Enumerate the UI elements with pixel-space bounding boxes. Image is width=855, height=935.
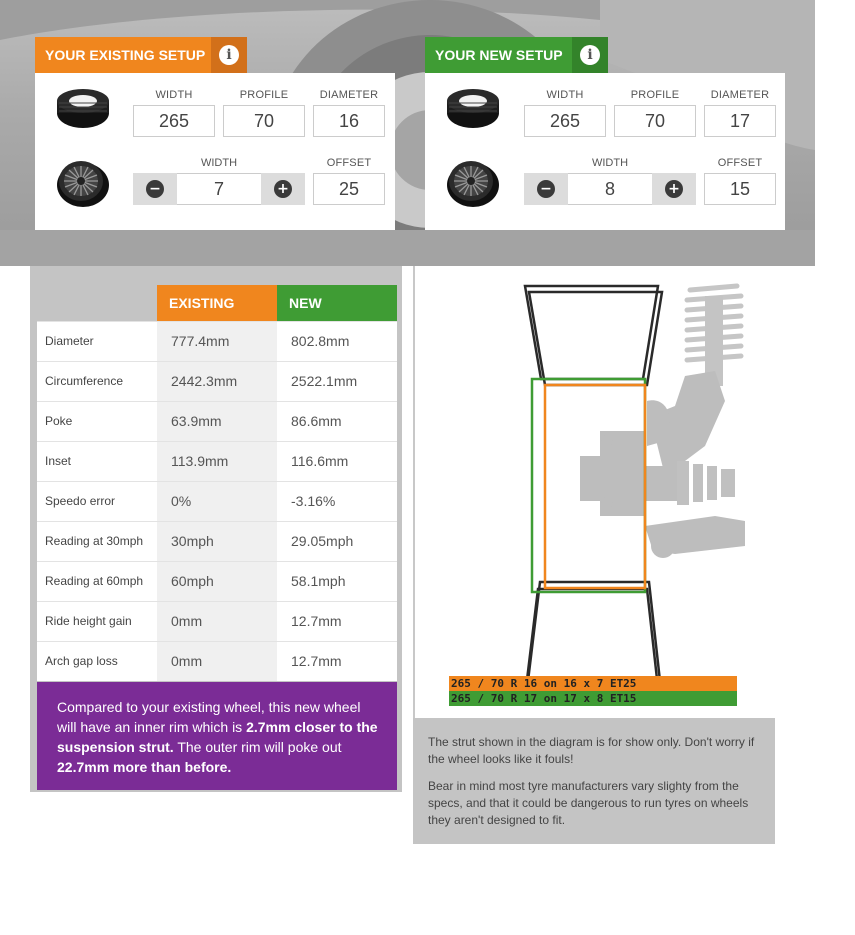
wheel-offset-label: OFFSET <box>326 157 372 169</box>
plus-icon: + <box>665 180 683 198</box>
summary-text: Compared to your existing wheel, this new wheel will have an inner rim which is <box>57 699 361 735</box>
existing-value: 60mph <box>157 561 277 601</box>
existing-tyre-diameter-field <box>313 89 385 137</box>
tyre-icon <box>445 87 501 131</box>
new-setup-header <box>425 37 608 73</box>
new-value: 12.7mm <box>277 641 397 681</box>
row-label: Inset <box>37 441 157 481</box>
new-tyre-width-field <box>524 89 606 137</box>
row-label: Diameter <box>37 321 157 361</box>
new-value: 29.05mph <box>277 521 397 561</box>
row-label: Arch gap loss <box>37 641 157 681</box>
table-row <box>37 361 397 401</box>
tyre-width-label: WIDTH <box>155 89 193 101</box>
note-tyre-specs: Bear in mind most tyre manufacturers vary slighty from the specs, and that it could be dangerous to run tyres on wheels they aren't designed to fit. <box>428 779 749 827</box>
existing-value: 777.4mm <box>157 321 277 361</box>
existing-setup-header <box>35 37 247 73</box>
existing-setup-title: YOUR EXISTING SETUP <box>35 37 211 73</box>
tyre-profile-input[interactable]: 70 <box>614 105 696 137</box>
wheel-width-label: WIDTH <box>591 157 629 169</box>
table-row <box>37 561 397 601</box>
diagram-notes <box>413 718 775 844</box>
minus-icon: − <box>537 180 555 198</box>
row-label: Circumference <box>37 361 157 401</box>
wheel-icon <box>55 155 111 211</box>
legend-new: 265 / 70 R 17 on 17 x 8 ET15 <box>449 691 737 706</box>
tyre-diameter-input[interactable]: 16 <box>313 105 385 137</box>
table-row <box>37 641 397 681</box>
existing-tyre-width-field <box>133 89 215 137</box>
legend-existing: 265 / 70 R 16 on 16 x 7 ET25 <box>449 676 737 691</box>
tyre-profile-input[interactable]: 70 <box>223 105 305 137</box>
existing-value: 0mm <box>157 641 277 681</box>
new-value: 116.6mm <box>277 441 397 481</box>
new-value: 802.8mm <box>277 321 397 361</box>
wheel-width-input[interactable]: 8 <box>568 173 652 205</box>
plus-icon: + <box>274 180 292 198</box>
wheel-width-decrement-button[interactable] <box>524 173 568 205</box>
summary-message <box>37 682 397 790</box>
existing-value: 0mm <box>157 601 277 641</box>
existing-setup-panel <box>35 37 395 230</box>
new-value: 86.6mm <box>277 401 397 441</box>
new-value: 12.7mm <box>277 601 397 641</box>
new-wheel-width-stepper <box>524 157 696 205</box>
wheel-diagram-panel <box>413 266 775 844</box>
table-row <box>37 521 397 561</box>
comparison-table-body <box>37 321 397 681</box>
note-strut: The strut shown in the diagram is for show only. Don't worry if the wheel looks like it fouls! <box>428 735 755 766</box>
wheel-offset-label: OFFSET <box>717 157 763 169</box>
tyre-width-input[interactable]: 265 <box>133 105 215 137</box>
fitment-diagram <box>415 266 775 718</box>
wheel-width-increment-button[interactable] <box>652 173 696 205</box>
summary-strut-distance: 2.7mm closer to the suspension strut. <box>57 719 378 755</box>
tyre-icon <box>55 87 111 131</box>
info-icon: i <box>219 45 239 65</box>
wheel-offset-input[interactable]: 15 <box>704 173 776 205</box>
new-tyre-diameter-field <box>704 89 776 137</box>
row-label: Ride height gain <box>37 601 157 641</box>
wheel-offset-input[interactable]: 25 <box>313 173 385 205</box>
tyre-diameter-label: DIAMETER <box>710 89 770 101</box>
tyre-profile-label: PROFILE <box>630 89 680 101</box>
wheel-width-label: WIDTH <box>200 157 238 169</box>
new-value: 58.1mph <box>277 561 397 601</box>
existing-wheel-width-stepper <box>133 157 305 205</box>
results-panel <box>30 266 402 792</box>
existing-tyre-profile-field <box>223 89 305 137</box>
new-setup-panel <box>425 37 785 230</box>
existing-value: 30mph <box>157 521 277 561</box>
new-info-button[interactable] <box>572 37 608 73</box>
tyre-profile-label: PROFILE <box>239 89 289 101</box>
existing-value: 63.9mm <box>157 401 277 441</box>
table-header-row <box>37 285 397 321</box>
wheel-icon <box>445 155 501 211</box>
info-icon: i <box>580 45 600 65</box>
table-row <box>37 441 397 481</box>
summary-poke-distance: 22.7mm more than before. <box>57 759 232 775</box>
table-row <box>37 601 397 641</box>
wheel-width-input[interactable]: 7 <box>177 173 261 205</box>
row-label: Reading at 30mph <box>37 521 157 561</box>
new-value: -3.16% <box>277 481 397 521</box>
table-row <box>37 321 397 361</box>
row-label: Reading at 60mph <box>37 561 157 601</box>
existing-setup-body <box>35 73 395 230</box>
new-setup-title: YOUR NEW SETUP <box>425 37 572 73</box>
tyre-width-input[interactable]: 265 <box>524 105 606 137</box>
new-value: 2522.1mm <box>277 361 397 401</box>
comparison-table <box>37 285 397 681</box>
tyre-diameter-input[interactable]: 17 <box>704 105 776 137</box>
existing-value: 2442.3mm <box>157 361 277 401</box>
wheel-diagram <box>415 266 775 718</box>
existing-wheel-offset-field <box>313 157 385 205</box>
wheel-width-increment-button[interactable] <box>261 173 305 205</box>
existing-value: 113.9mm <box>157 441 277 481</box>
tyre-diameter-label: DIAMETER <box>319 89 379 101</box>
header-existing: EXISTING <box>157 285 277 321</box>
new-setup-body <box>425 73 785 230</box>
suspension-strut <box>580 286 745 558</box>
minus-icon: − <box>146 180 164 198</box>
existing-value: 0% <box>157 481 277 521</box>
header-blank <box>37 285 157 321</box>
new-tyre-profile-field <box>614 89 696 137</box>
table-row <box>37 481 397 521</box>
row-label: Speedo error <box>37 481 157 521</box>
wheel-width-decrement-button[interactable] <box>133 173 177 205</box>
summary-text: The outer rim will poke out <box>173 739 342 755</box>
row-label: Poke <box>37 401 157 441</box>
header-new: NEW <box>277 285 397 321</box>
table-row <box>37 401 397 441</box>
existing-info-button[interactable] <box>211 37 247 73</box>
tyre-width-label: WIDTH <box>546 89 584 101</box>
new-wheel-offset-field <box>704 157 776 205</box>
